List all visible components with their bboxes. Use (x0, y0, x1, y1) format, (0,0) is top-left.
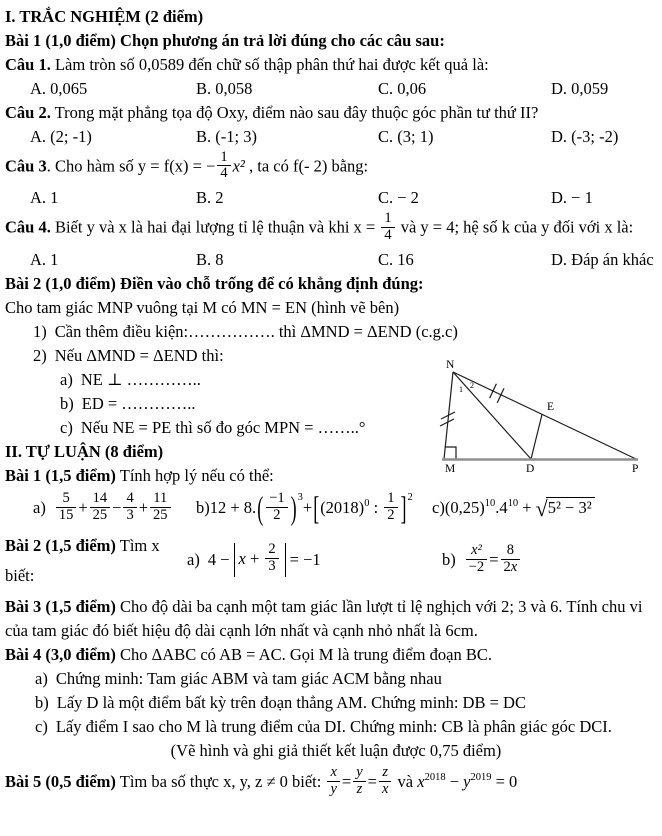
segment-ND (453, 372, 531, 459)
bai2-item-1 (5, 320, 662, 344)
bai4-a-text: Chứng minh: Tam giác ABM và tam giác ACM bằng nhau (55, 668, 442, 688)
question-2-options (5, 125, 662, 149)
expr-a-label: a) (33, 497, 46, 517)
operator: = (489, 549, 499, 569)
bai3-tl-text: Cho độ dài ba cạnh một tam giác lần lượt tỉ lệ nghịch với 2; 3 và 6. Tính chu vi của tam giác đó biết hiệu độ dài cạnh lớn nhất và cạnh nhỏ nhất là 6cm. (5, 596, 643, 640)
equation-b (442, 542, 662, 577)
expression-a (33, 490, 196, 525)
bai1-tl-expressions (5, 489, 662, 526)
exponent: 2019 (470, 771, 492, 783)
sub-b-text: ED = ………….. (81, 393, 196, 413)
bai4-tl-label: Bài 4 (3,0 điểm) (5, 644, 116, 664)
bai3-tl-label: Bài 3 (1,5 điểm) (5, 596, 116, 616)
option-c: C. 16 (378, 249, 414, 269)
variable-x: x (510, 558, 518, 575)
fraction: $\frac{1}{2}$ (382, 491, 399, 522)
exponent: 2018 (424, 771, 446, 783)
tick-mark (490, 384, 497, 399)
option-b: B. 8 (196, 249, 224, 269)
option-a: A. 0,065 (30, 79, 88, 98)
option-c: C. 0,06 (378, 79, 427, 98)
term: = −1 (289, 549, 321, 569)
term: .4 (495, 498, 508, 518)
radical-sign: √ (535, 496, 546, 522)
operator: + (518, 498, 536, 518)
question-1 (5, 53, 662, 77)
vertex-label-P: P (632, 462, 639, 475)
bai4-tl (5, 643, 662, 667)
square-root (535, 496, 595, 522)
section-tn-title: I. TRẮC NGHIỆM (2 điểm) (5, 7, 204, 26)
term: 4 − (207, 549, 230, 569)
option-b: B. (-1; 3) (196, 127, 257, 146)
exponent: 0 (364, 497, 370, 509)
question-2 (5, 101, 662, 125)
equation-a (187, 541, 442, 578)
eq-b-label: b) (442, 549, 456, 569)
right-angle-mark (445, 447, 456, 459)
vertex-label-D: D (526, 462, 535, 475)
sub-c-text: Nếu NE = PE thì số đo góc MPN = ……..° (80, 417, 366, 437)
item-1-text: Cần thêm điều kiện:……………. thì ΔMND = ΔEND (c.g.c) (54, 321, 458, 341)
question-4-label: Câu 4. (5, 217, 51, 237)
bai4-c-label: c) (35, 716, 48, 736)
eq-a-label: a) (187, 549, 200, 569)
fraction: $\frac{8}{2x}$ (499, 543, 523, 574)
option-c: C. − 2 (378, 188, 419, 208)
segment-NP (453, 372, 636, 459)
section-tl-title: II. TỰ LUẬN (8 điểm) (5, 441, 164, 461)
fraction: $\frac{14}{25}$ (88, 491, 113, 522)
bai4-tl-text: Cho ΔABC có AB = AC. Gọi M là trung điểm đoạn BC. (115, 644, 492, 664)
bai4-note: (Vẽ hình và ghi giả thiết kết luận được 0,75 điểm) (170, 740, 502, 760)
question-1-options (5, 77, 662, 101)
bai5-tl-label: Bài 5 (0,5 điểm) (5, 771, 116, 791)
bai4-item-c (5, 715, 662, 739)
bai2-tl-text: Tìm x biết: (5, 535, 160, 585)
question-2-text: Trong mặt phẳng tọa độ Oxy, điểm nào sau đây thuộc góc phần tư thứ II? (50, 103, 539, 122)
bai1-tl-text: Tính hợp lý nếu có thể: (115, 465, 274, 485)
term: 12 + 8. (209, 497, 257, 517)
fraction: $\frac{-1}{2}$ (264, 491, 289, 522)
fraction: $\frac{\text{x²}}{-2}$ (464, 543, 489, 574)
fraction: $\frac{1}{4}$ (379, 211, 396, 242)
operator: + (245, 548, 264, 568)
fraction: $\frac{y}{z}$ (351, 765, 367, 796)
operator: + (78, 497, 88, 517)
item-2-label: 2) (33, 345, 47, 365)
expression-b: b)12 + 8.( $\frac{-1}{2}$ )$^3+[(2018)^0$ : $\frac{1}{2}$ ]$^2$ (196, 489, 413, 526)
triangle-figure (437, 358, 662, 476)
variable-y: y (463, 771, 471, 791)
variable-x: x (417, 771, 425, 791)
question-3-text-before: . Cho hàm số y = f(x) = − (46, 156, 216, 176)
angle-label-1: 1 (459, 384, 463, 394)
angle-label-2: 2 (470, 380, 474, 390)
exponent: 10 (484, 498, 496, 510)
fraction: $\frac{11}{25}$ (148, 491, 173, 522)
exponent: 3 (297, 491, 303, 503)
bai4-item-b (5, 691, 662, 715)
bai4-c-text: Lấy điểm I sao cho M là trung điểm của DI. Chứng minh: CB là phân giác góc DCI. (55, 716, 612, 736)
operator: : (369, 497, 383, 517)
sub-c-label: c) (60, 417, 73, 437)
option-d: D. 0,059 (551, 79, 609, 98)
question-2-label: Câu 2. (5, 103, 51, 122)
bai2-tl-row (5, 531, 662, 591)
fraction: $\frac{2}{3}$ (263, 542, 280, 573)
question-3-label: Câu 3 (5, 156, 47, 176)
bai5-tl-text: Tìm ba số thực x, y, z ≠ 0 biết: (115, 771, 326, 791)
item-2-text: Nếu ΔMND = ΔEND thì: (54, 345, 224, 365)
fraction: $\frac{x}{y}$ (325, 765, 341, 796)
expr-b-label: b) (196, 497, 210, 517)
bai4-a-label: a) (35, 668, 48, 688)
exponent: 10 (507, 498, 519, 510)
sub-b-label: b) (60, 393, 74, 413)
question-3-text-after: , ta có f(- 2) bằng: (244, 156, 369, 176)
conjunction: và (393, 771, 418, 791)
bai2-tl-label: Bài 2 (1,5 điểm) (5, 535, 116, 555)
sub-a-label: a) (60, 369, 73, 389)
bai4-b-text: Lấy D là một điểm bất kỳ trên đoạn thẳng AM. Chứng minh: DB = DC (56, 692, 526, 712)
bai1-tn-title: Bài 1 (1,0 điểm) Chọn phương án trả lời đúng cho các câu sau: (5, 31, 445, 50)
bai2-intro: Cho tam giác MNP vuông tại M có MN = EN (hình vẽ bên) (5, 297, 400, 317)
bai1-tl-label: Bài 1 (1,5 điểm) (5, 465, 116, 485)
variable-x: x (238, 548, 246, 568)
vertex-label-M: M (445, 462, 456, 475)
question-4-options (5, 248, 662, 272)
variable-x-squared: x² (232, 156, 245, 176)
question-1-label: Câu 1. (5, 55, 51, 74)
question-4-text-before: Biết y và x là hai đại lượng tỉ lệ thuận và khi x = (50, 217, 380, 237)
vertex-label-N: N (446, 358, 455, 371)
bai4-b-label: b) (35, 692, 49, 712)
question-3 (5, 149, 662, 183)
option-c: C. (3; 1) (378, 127, 434, 146)
term: (0,25) (444, 498, 485, 518)
operator: = (367, 771, 377, 791)
option-d: D. Đáp án khác (551, 249, 654, 269)
sub-a-text: NE ⊥ ………….. (80, 369, 201, 389)
option-d: D. − 1 (551, 188, 593, 208)
expr-c-label: c) (432, 498, 445, 518)
fraction: $\frac{5}{15}$ (54, 491, 79, 522)
bai4-item-a (5, 667, 662, 691)
item-1-label: 1) (33, 321, 47, 341)
term: (2018) (320, 497, 365, 517)
bai2-tl-header (5, 531, 187, 591)
radicand: 5² − 3² (546, 497, 595, 517)
question-3-options (5, 186, 662, 210)
option-d: D. (-3; -2) (551, 127, 619, 146)
bai2-tn-title: Bài 2 (1,0 điểm) Điền vào chỗ trống để có khẳng định đúng: (5, 273, 424, 293)
exponent: 2 (407, 491, 413, 503)
operator: − (112, 497, 122, 517)
segment-DE (531, 414, 542, 459)
option-a: A. 1 (30, 188, 59, 208)
bai5-tl (5, 764, 662, 799)
term: = 0 (491, 771, 518, 791)
operator: = (341, 771, 352, 791)
operator: + (138, 497, 149, 517)
option-a: A. (2; -1) (30, 127, 92, 146)
vertex-label-E: E (547, 400, 555, 413)
question-4 (5, 210, 662, 244)
question-1-text: Làm tròn số 0,0589 đến chữ số thập phân thứ hai được kết quả là: (50, 55, 489, 74)
operator: − (445, 771, 464, 791)
option-b: B. 0,058 (196, 79, 253, 98)
operator: + (302, 497, 313, 517)
absolute-value (234, 543, 286, 577)
bai3-tl (5, 595, 662, 643)
fraction: $\frac{z}{x}$ (377, 765, 393, 796)
option-b: B. 2 (196, 188, 224, 208)
option-a: A. 1 (30, 249, 59, 269)
fraction: $\frac{1}{4}$ (215, 150, 232, 181)
expression-c (432, 493, 662, 524)
question-4-text-after: và y = 4; hệ số k của y đối với x là: (396, 217, 634, 237)
fraction: $\frac{4}{3}$ (121, 491, 138, 522)
